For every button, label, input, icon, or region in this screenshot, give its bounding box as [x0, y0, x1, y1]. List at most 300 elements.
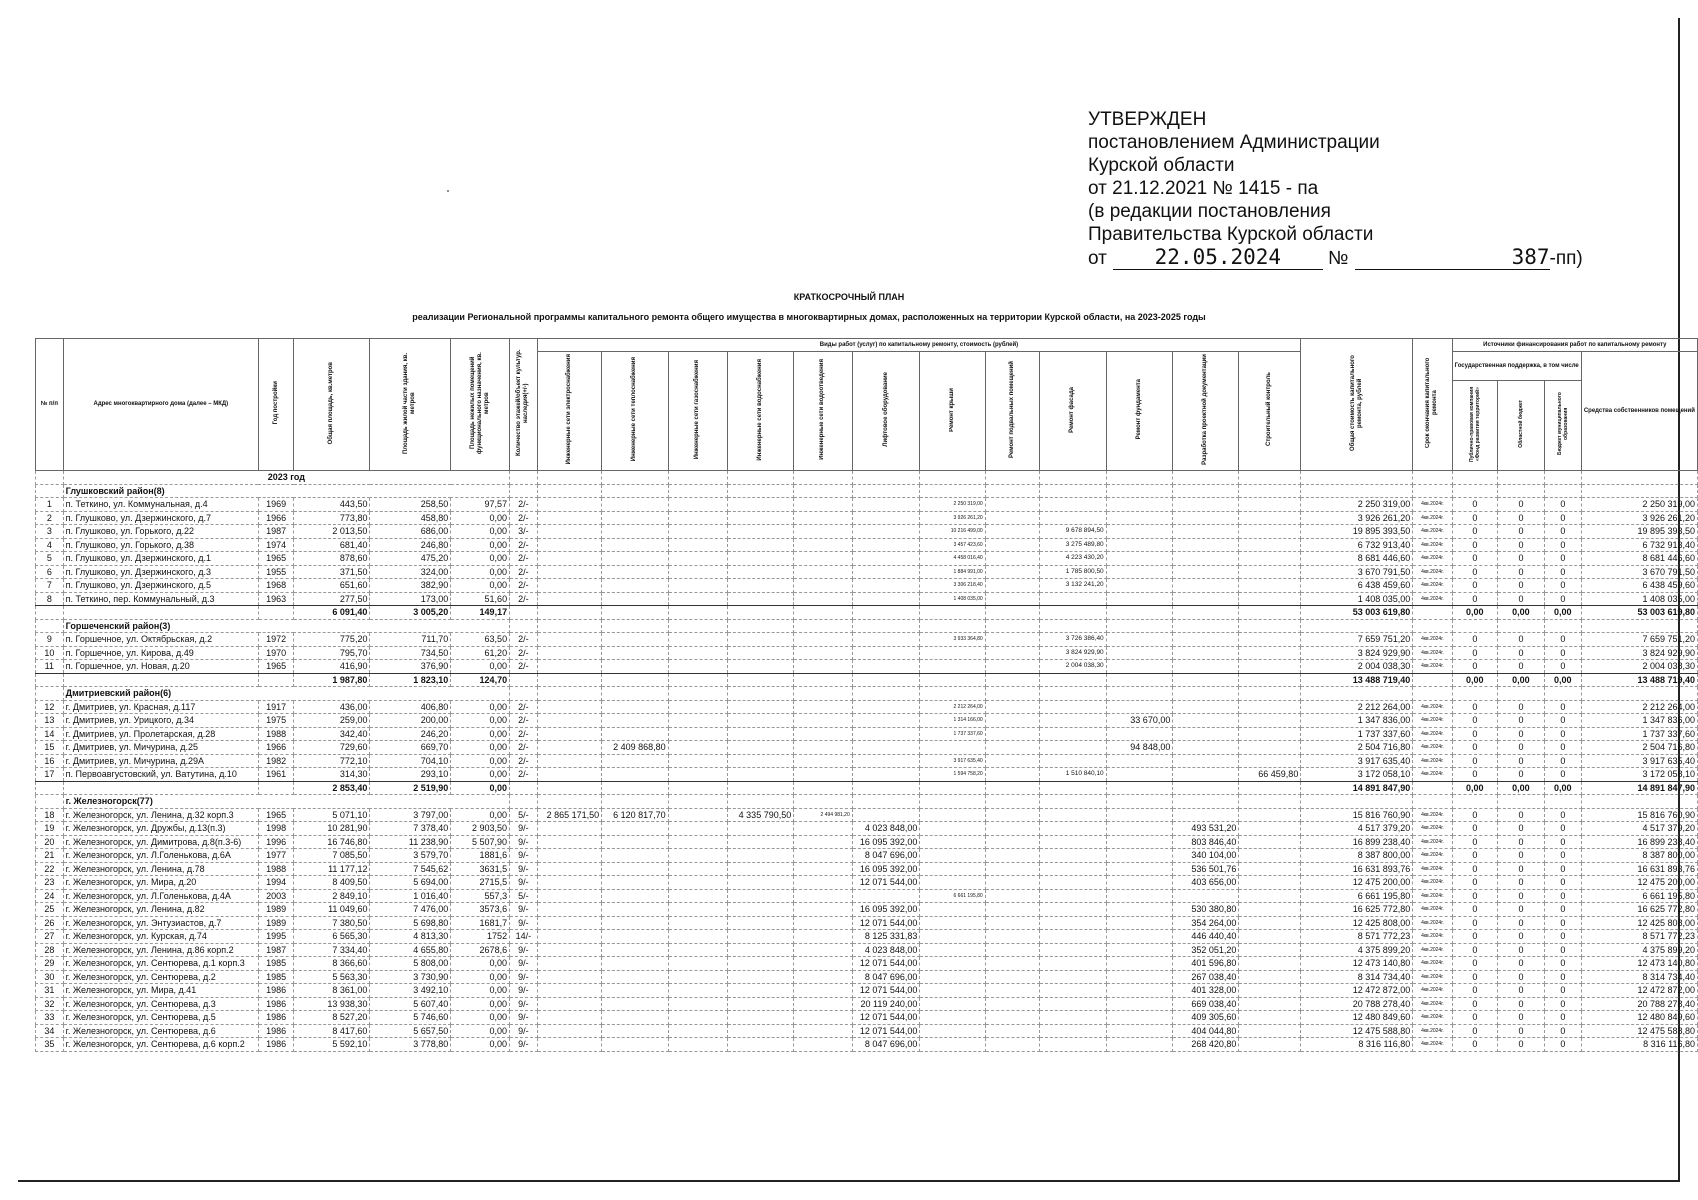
cell-wt [727, 565, 793, 579]
cell-y: 1986 [258, 1038, 293, 1052]
cell-y: 1998 [258, 822, 293, 836]
cell-s2: 0 [1498, 835, 1545, 849]
cell-dl: 4кв.2024г. [1413, 498, 1452, 512]
cell-rf [920, 1011, 985, 1025]
cell-dl: 4кв.2024г. [1413, 714, 1452, 728]
cell-fd: 94 848,00 [1106, 741, 1173, 755]
cell-dl: 4кв.2024г. [1413, 862, 1452, 876]
cell-s3: 0 [1544, 754, 1581, 768]
cell-fc [1040, 849, 1107, 863]
cell-ta: 2 853,40 [294, 781, 370, 795]
cell-tot: 53 003 619,80 [1301, 606, 1413, 620]
cell-fc [1040, 673, 1107, 687]
hdr-roof: Ремонт крыши [920, 352, 985, 471]
cell-s3: 0 [1544, 876, 1581, 890]
cell-tot: 4 517 379,20 [1301, 822, 1413, 836]
cell-s2: 0 [1498, 754, 1545, 768]
subtotal-row [36, 606, 1698, 620]
cell-rf [920, 835, 985, 849]
cell-y: 1982 [258, 754, 293, 768]
cell-ow: 16 625 772,80 [1581, 903, 1697, 917]
cell-ct [1239, 970, 1301, 984]
cell-tot: 12 473 140,80 [1301, 957, 1413, 971]
empty-cell [1301, 619, 1413, 633]
cell-bs [985, 1038, 1039, 1052]
cell-n: 9 [36, 633, 64, 647]
cell-a: г. Железногорск, ул. Л.Голенькова, д.6А [63, 849, 258, 863]
cell-sw [794, 673, 853, 687]
empty-cell [537, 795, 602, 809]
hdr-foundation: Ремонт фундамента [1106, 352, 1173, 471]
cell-lf: 16 095 392,00 [852, 835, 920, 849]
cell-s1: 0 [1452, 903, 1497, 917]
cell-f: 2/- [510, 579, 538, 593]
cell-a: п. Глушково, ул. Дзержинского, д.1 [63, 552, 258, 566]
cell-gs [668, 1011, 727, 1025]
cell-ta: 8 527,20 [294, 1011, 370, 1025]
cell-fc [1040, 741, 1107, 755]
table-row [36, 646, 1698, 660]
cell-fc: 1 510 840,10 [1040, 768, 1107, 782]
cell-ct [1239, 754, 1301, 768]
cell-dl: 4кв.2024г. [1413, 741, 1452, 755]
cell-sw [794, 592, 853, 606]
cell-la: 3 778,80 [370, 1038, 451, 1052]
cell-a: г. Железногорск, ул. Сентюрева, д.3 [63, 997, 258, 1011]
table-row [36, 916, 1698, 930]
cell-a: г. Железногорск, ул. Мира, д.41 [63, 984, 258, 998]
cell-f: 2/- [510, 768, 538, 782]
table-row [36, 754, 1698, 768]
cell-ht [602, 552, 668, 566]
cell-f: 2/- [510, 646, 538, 660]
cell-tot: 15 816 760,90 [1301, 808, 1413, 822]
cell-f: 2/- [510, 552, 538, 566]
cell-n: 29 [36, 957, 64, 971]
cell-gs [668, 970, 727, 984]
hdr-living-area: Площадь жилой части здания, кв. метров [370, 339, 451, 471]
cell-ds [1173, 579, 1239, 593]
cell-ta: 8 409,50 [294, 876, 370, 890]
cell-ta: 259,00 [294, 714, 370, 728]
cell-ct [1239, 579, 1301, 593]
cell-na: 0,00 [451, 808, 510, 822]
empty-cell [1040, 795, 1107, 809]
cell-ds [1173, 525, 1239, 539]
cell-ds: 530 380,80 [1173, 903, 1239, 917]
empty-cell [985, 687, 1039, 701]
cell-el [537, 673, 602, 687]
cell-fd: 33 670,00 [1106, 714, 1173, 728]
cell-y: 1968 [258, 579, 293, 593]
cell-tot: 3 824 929,90 [1301, 646, 1413, 660]
cell-el [537, 835, 602, 849]
district-label: Глушковский район(8) [63, 484, 509, 498]
cell-ta: 443,50 [294, 498, 370, 512]
cell-fd [1106, 606, 1173, 620]
cell-ds [1173, 498, 1239, 512]
cell-fd [1106, 511, 1173, 525]
cell-ct [1239, 1038, 1301, 1052]
cell-el [537, 970, 602, 984]
cell-sw [794, 660, 853, 674]
cell-dl: 4кв.2024г. [1413, 538, 1452, 552]
cell-gs [668, 714, 727, 728]
cell-a: г. Железногорск, ул. Димитрова, д.8(п.3-6) [63, 835, 258, 849]
hdr-floors: Количество этажей/объект культур. наследия(+/-) [510, 339, 538, 471]
cell-ta: 314,30 [294, 768, 370, 782]
empty-cell [1498, 795, 1545, 809]
year-label: 2023 год [63, 471, 509, 485]
hdr-control: Строительный контроль [1239, 352, 1301, 471]
cell-y: 1988 [258, 862, 293, 876]
empty-cell [668, 619, 727, 633]
cell-ct [1239, 700, 1301, 714]
cell-lf [852, 498, 920, 512]
cell-f: 9/- [510, 1011, 538, 1025]
cell-sw [794, 997, 853, 1011]
hdr-deadline: Срок окончания капитального ремонта [1413, 339, 1452, 471]
cell-ht [602, 916, 668, 930]
cell-na: 63,50 [451, 633, 510, 647]
empty-cell [537, 619, 602, 633]
cell-bs [985, 714, 1039, 728]
cell-ht [602, 903, 668, 917]
subtotal-row [36, 781, 1698, 795]
cell-s3: 0 [1544, 498, 1581, 512]
empty-cell [794, 795, 853, 809]
cell-n: 24 [36, 889, 64, 903]
cell-a: п. Теткино, пер. Коммунальный, д.3 [63, 592, 258, 606]
cell-f: 14/- [510, 930, 538, 944]
cell-wt [727, 957, 793, 971]
cell-la: 3 005,20 [370, 606, 451, 620]
cell-y: 1977 [258, 849, 293, 863]
empty-cell [1040, 619, 1107, 633]
cell-ht [602, 930, 668, 944]
table-row [36, 498, 1698, 512]
cell-lf: 12 071 544,00 [852, 876, 920, 890]
cell-el [537, 606, 602, 620]
cell-ta: 416,90 [294, 660, 370, 674]
cell-s2: 0 [1498, 714, 1545, 728]
empty-cell [602, 471, 668, 485]
cell-f: 9/- [510, 835, 538, 849]
cell-gs [668, 903, 727, 917]
cell-ds [1173, 538, 1239, 552]
cell-lf: 20 119 240,00 [852, 997, 920, 1011]
cell-ht [602, 511, 668, 525]
cell-fd [1106, 970, 1173, 984]
cell-gs [668, 876, 727, 890]
cell-wt [727, 862, 793, 876]
cell-la: 704,10 [370, 754, 451, 768]
cell-ht [602, 1024, 668, 1038]
cell-n: 25 [36, 903, 64, 917]
hdr-electric: Инженерные сети электроснабжения [537, 352, 602, 471]
cell-la: 5 746,60 [370, 1011, 451, 1025]
cell-dl: 4кв.2024г. [1413, 822, 1452, 836]
cell-ct [1239, 565, 1301, 579]
cell-la: 458,80 [370, 511, 451, 525]
cell-el [537, 768, 602, 782]
approval-line-date [1088, 246, 1583, 270]
cell-a: г. Железногорск, ул. Ленина, д.78 [63, 862, 258, 876]
empty-cell [668, 795, 727, 809]
cell-wt [727, 835, 793, 849]
cell-s2: 0 [1498, 1011, 1545, 1025]
cell-ct [1239, 876, 1301, 890]
cell-s2: 0 [1498, 768, 1545, 782]
hdr-total-cost: Общая стоимость капитального ремонта, рублей [1301, 339, 1413, 471]
empty-cell [1413, 484, 1452, 498]
empty-cell [727, 471, 793, 485]
cell-gs [668, 916, 727, 930]
cell-s3: 0 [1544, 970, 1581, 984]
empty-cell [1498, 619, 1545, 633]
cell-n: 34 [36, 1024, 64, 1038]
cell-sw [794, 889, 853, 903]
cell-s3: 0 [1544, 1038, 1581, 1052]
cell-tot: 16 625 772,80 [1301, 903, 1413, 917]
cell-lf [852, 808, 920, 822]
hdr-regional: Областной бюджет [1498, 381, 1545, 471]
cell-ct [1239, 1011, 1301, 1025]
table-row [36, 970, 1698, 984]
row-spacer [36, 471, 64, 485]
table-row [36, 1038, 1698, 1052]
cell-ds [1173, 768, 1239, 782]
cell-ct [1239, 646, 1301, 660]
cell-fd [1106, 849, 1173, 863]
cell-dl: 4кв.2024г. [1413, 592, 1452, 606]
cell-ht [602, 1038, 668, 1052]
cell-fd [1106, 876, 1173, 890]
cell-el [537, 943, 602, 957]
cell-fc [1040, 808, 1107, 822]
cell-a [63, 781, 258, 795]
cell-fd [1106, 646, 1173, 660]
cell-n [36, 673, 64, 687]
cell-rf [920, 1024, 985, 1038]
empty-cell [1106, 795, 1173, 809]
empty-cell [1452, 484, 1497, 498]
cell-ow: 12 475 200,00 [1581, 876, 1697, 890]
cell-tot: 2 504 716,80 [1301, 741, 1413, 755]
cell-lf [852, 633, 920, 647]
cell-ht [602, 889, 668, 903]
empty-cell [852, 687, 920, 701]
cell-gs [668, 538, 727, 552]
cell-ds: 267 038,40 [1173, 970, 1239, 984]
cell-dl: 4кв.2024г. [1413, 754, 1452, 768]
cell-a: г. Железногорск, ул. Ленина, д.32 корп.3 [63, 808, 258, 822]
cell-a: г. Железногорск, ул. Курская, д.74 [63, 930, 258, 944]
cell-lf [852, 673, 920, 687]
cell-lf [852, 889, 920, 903]
cell-s1: 0 [1452, 552, 1497, 566]
cell-tot: 16 899 238,40 [1301, 835, 1413, 849]
cell-bs [985, 862, 1039, 876]
cell-gs [668, 579, 727, 593]
cell-lf [852, 781, 920, 795]
cell-lf: 16 095 392,00 [852, 862, 920, 876]
cell-s2: 0,00 [1498, 606, 1545, 620]
cell-s1: 0 [1452, 646, 1497, 660]
cell-f: 9/- [510, 997, 538, 1011]
cell-sw [794, 849, 853, 863]
cell-ow: 15 816 760,90 [1581, 808, 1697, 822]
cell-s2: 0 [1498, 633, 1545, 647]
cell-s2: 0 [1498, 930, 1545, 944]
cell-fd [1106, 768, 1173, 782]
cell-fc [1040, 727, 1107, 741]
cell-bs [985, 849, 1039, 863]
empty-cell [1040, 471, 1107, 485]
empty-cell [985, 471, 1039, 485]
table-row [36, 768, 1698, 782]
cell-rf [920, 1038, 985, 1052]
cell-s2: 0 [1498, 646, 1545, 660]
cell-lf: 12 071 544,00 [852, 916, 920, 930]
cell-lf [852, 552, 920, 566]
hdr-fund: Публично-правовая компания «Фонд развития территорий» [1452, 381, 1497, 471]
table-row [36, 700, 1698, 714]
cell-la: 3 492,10 [370, 984, 451, 998]
cell-gs [668, 808, 727, 822]
cell-n: 23 [36, 876, 64, 890]
cell-s2: 0 [1498, 876, 1545, 890]
empty-cell [920, 619, 985, 633]
cell-ta: 681,40 [294, 538, 370, 552]
cell-na: 1881,6 [451, 849, 510, 863]
cell-n: 18 [36, 808, 64, 822]
empty-cell [1581, 687, 1697, 701]
cell-wt [727, 916, 793, 930]
cell-la: 258,50 [370, 498, 451, 512]
cell-n: 33 [36, 1011, 64, 1025]
cell-ht [602, 781, 668, 795]
cell-ht [602, 673, 668, 687]
empty-cell [1239, 619, 1301, 633]
cell-y: 1961 [258, 768, 293, 782]
cell-bs [985, 700, 1039, 714]
cell-lf: 8 125 331,83 [852, 930, 920, 944]
cell-gs [668, 957, 727, 971]
cell-sw [794, 538, 853, 552]
empty-cell [1173, 471, 1239, 485]
cell-f: 9/- [510, 862, 538, 876]
cell-fc [1040, 984, 1107, 998]
cell-s1: 0 [1452, 970, 1497, 984]
hdr-total-area: Общая площадь, кв.метров [294, 339, 370, 471]
cell-s3: 0 [1544, 1024, 1581, 1038]
cell-ht [602, 700, 668, 714]
cell-y: 1917 [258, 700, 293, 714]
cell-dl: 4кв.2024г. [1413, 646, 1452, 660]
cell-ta: 11 177,12 [294, 862, 370, 876]
cell-ow: 4 375 899,20 [1581, 943, 1697, 957]
cell-a: п. Горшечное, ул. Новая, д.20 [63, 660, 258, 674]
table-row [36, 525, 1698, 539]
cell-la: 5 607,40 [370, 997, 451, 1011]
cell-y: 1986 [258, 1024, 293, 1038]
table-row [36, 511, 1698, 525]
cell-ow: 12 475 588,80 [1581, 1024, 1697, 1038]
cell-s3: 0 [1544, 700, 1581, 714]
empty-cell [1544, 795, 1581, 809]
cell-gs [668, 835, 727, 849]
cell-s1: 0 [1452, 754, 1497, 768]
cell-ht [602, 970, 668, 984]
cell-lf [852, 660, 920, 674]
empty-cell [1301, 795, 1413, 809]
cell-rf: 2 250 319,00 [920, 498, 985, 512]
approval-from: от [1088, 248, 1107, 269]
cell-f: 9/- [510, 1024, 538, 1038]
cell-dl: 4кв.2024г. [1413, 876, 1452, 890]
cell-s1: 0 [1452, 727, 1497, 741]
empty-cell [985, 619, 1039, 633]
cell-dl: 4кв.2024г. [1413, 943, 1452, 957]
empty-cell [727, 484, 793, 498]
cell-na: 557,3 [451, 889, 510, 903]
cell-ta: 371,50 [294, 565, 370, 579]
table-row [36, 1011, 1698, 1025]
hdr-year: Год постройки [258, 339, 293, 471]
hdr-num: № п/п [36, 339, 64, 471]
cell-a: г. Дмитриев, ул. Мичурина, д.29А [63, 754, 258, 768]
cell-s1: 0 [1452, 660, 1497, 674]
cell-el [537, 849, 602, 863]
cell-ct [1239, 714, 1301, 728]
cell-ct [1239, 673, 1301, 687]
approval-line-5: (в редакции постановления [1088, 201, 1331, 222]
cell-y: 1955 [258, 565, 293, 579]
hdr-basement: Ремонт подвальных помещений [985, 352, 1039, 471]
cell-ta: 6 091,40 [294, 606, 370, 620]
empty-cell [537, 687, 602, 701]
cell-fc: 3 275 489,80 [1040, 538, 1107, 552]
cell-wt [727, 768, 793, 782]
cell-wt [727, 498, 793, 512]
table-row [36, 592, 1698, 606]
cell-dl: 4кв.2024г. [1413, 849, 1452, 863]
cell-bs [985, 808, 1039, 822]
cell-f: 2/- [510, 538, 538, 552]
cell-fd [1106, 660, 1173, 674]
cell-na: 0,00 [451, 565, 510, 579]
cell-tot: 14 891 847,90 [1301, 781, 1413, 795]
cell-la: 246,20 [370, 727, 451, 741]
cell-tot: 8 387 800,00 [1301, 849, 1413, 863]
cell-y [258, 673, 293, 687]
cell-el [537, 511, 602, 525]
cell-tot: 7 659 751,20 [1301, 633, 1413, 647]
cell-bs [985, 781, 1039, 795]
empty-cell [920, 471, 985, 485]
cell-fc [1040, 1011, 1107, 1025]
cell-na: 51,60 [451, 592, 510, 606]
cell-ow: 2 504 716,80 [1581, 741, 1697, 755]
cell-tot: 8 571 772,23 [1301, 930, 1413, 944]
cell-el [537, 876, 602, 890]
cell-el [537, 889, 602, 903]
empty-cell [920, 795, 985, 809]
cell-sw [794, 943, 853, 957]
cell-ta: 8 366,60 [294, 957, 370, 971]
cell-s2: 0 [1498, 700, 1545, 714]
